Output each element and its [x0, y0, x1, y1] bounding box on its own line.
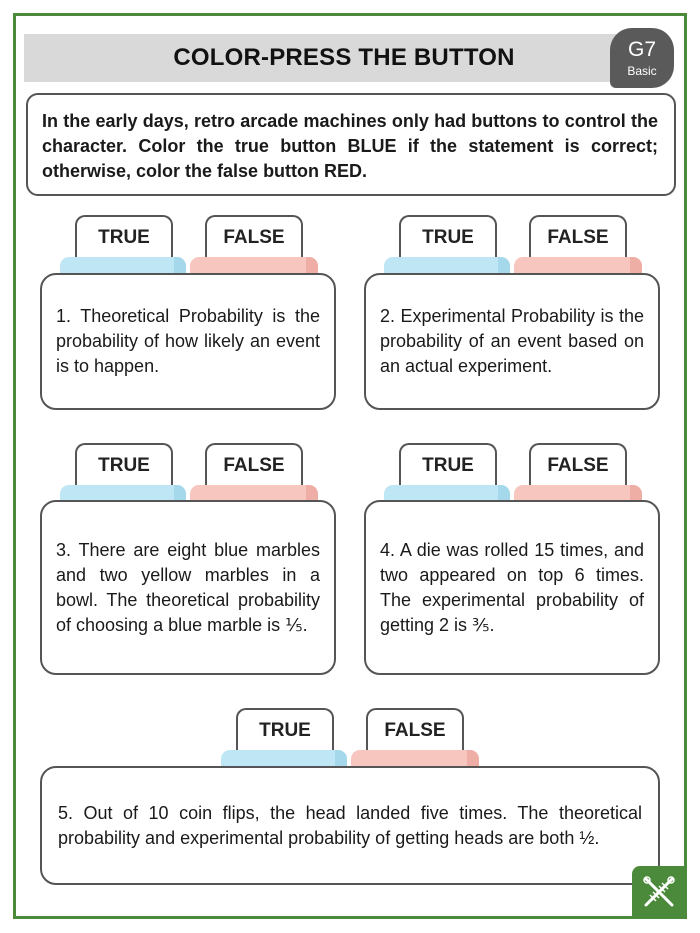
q5-false-base — [351, 750, 479, 767]
q1-true-base — [60, 257, 186, 274]
q2-false-button[interactable]: FALSE — [529, 215, 627, 259]
q4-button-group — [384, 443, 656, 501]
q3-false-button[interactable]: FALSE — [205, 443, 303, 487]
q4-false-button[interactable]: FALSE — [529, 443, 627, 487]
q2-true-button[interactable]: TRUE — [399, 215, 497, 259]
q1-statement-card — [40, 273, 336, 410]
q5-statement: 5. Out of 10 coin flips, the head landed five times. The theoretical probability and experimental probability of getting heads are both ½. — [58, 802, 642, 848]
page-title: COLOR-PRESS THE BUTTON — [173, 44, 515, 71]
q2-true-base — [384, 257, 510, 274]
q3-true-button[interactable]: TRUE — [75, 443, 173, 487]
q2-statement-card — [364, 273, 660, 410]
q5-button-group — [221, 708, 493, 766]
q1-true-button[interactable]: TRUE — [75, 215, 173, 259]
crossed-tools-icon — [632, 866, 686, 918]
grade-label: G7 — [627, 38, 656, 61]
q1-statement: 1. Theoretical Probability is the probability of how likely an event is to happen. — [56, 306, 320, 376]
grade-badge — [610, 28, 674, 88]
q5-true-button[interactable]: TRUE — [236, 708, 334, 752]
q2-button-group — [384, 215, 656, 273]
q5-false-button[interactable]: FALSE — [366, 708, 464, 752]
q3-statement-card — [40, 500, 336, 675]
q3-statement: 3. There are eight blue marbles and two yellow marbles in a bowl. The theoretical probability of choosing a blue marble is ⅕. — [56, 539, 320, 635]
q2-statement: 2. Experimental Probability is the probability of an event based on an actual experiment. — [380, 306, 644, 376]
grade-level: Basic — [627, 64, 657, 78]
q5-statement-card — [40, 766, 660, 885]
instructions-text: In the early days, retro arcade machines only had buttons to control the character. Color the true button BLUE if the statement is correct; otherwise, color the false button RED. — [42, 111, 658, 181]
q4-statement-card — [364, 500, 660, 675]
q1-false-button[interactable]: FALSE — [205, 215, 303, 259]
instructions-box — [26, 93, 676, 196]
title-bar — [24, 34, 664, 82]
q4-true-button[interactable]: TRUE — [399, 443, 497, 487]
q5-true-base — [221, 750, 347, 767]
q4-statement: 4. A die was rolled 15 times, and two appeared on top 6 times. The experimental probability of getting 2 is ⅗. — [380, 539, 644, 635]
q3-button-group — [60, 443, 332, 501]
q1-false-base — [190, 257, 318, 274]
q2-false-base — [514, 257, 642, 274]
q1-button-group — [60, 215, 332, 273]
